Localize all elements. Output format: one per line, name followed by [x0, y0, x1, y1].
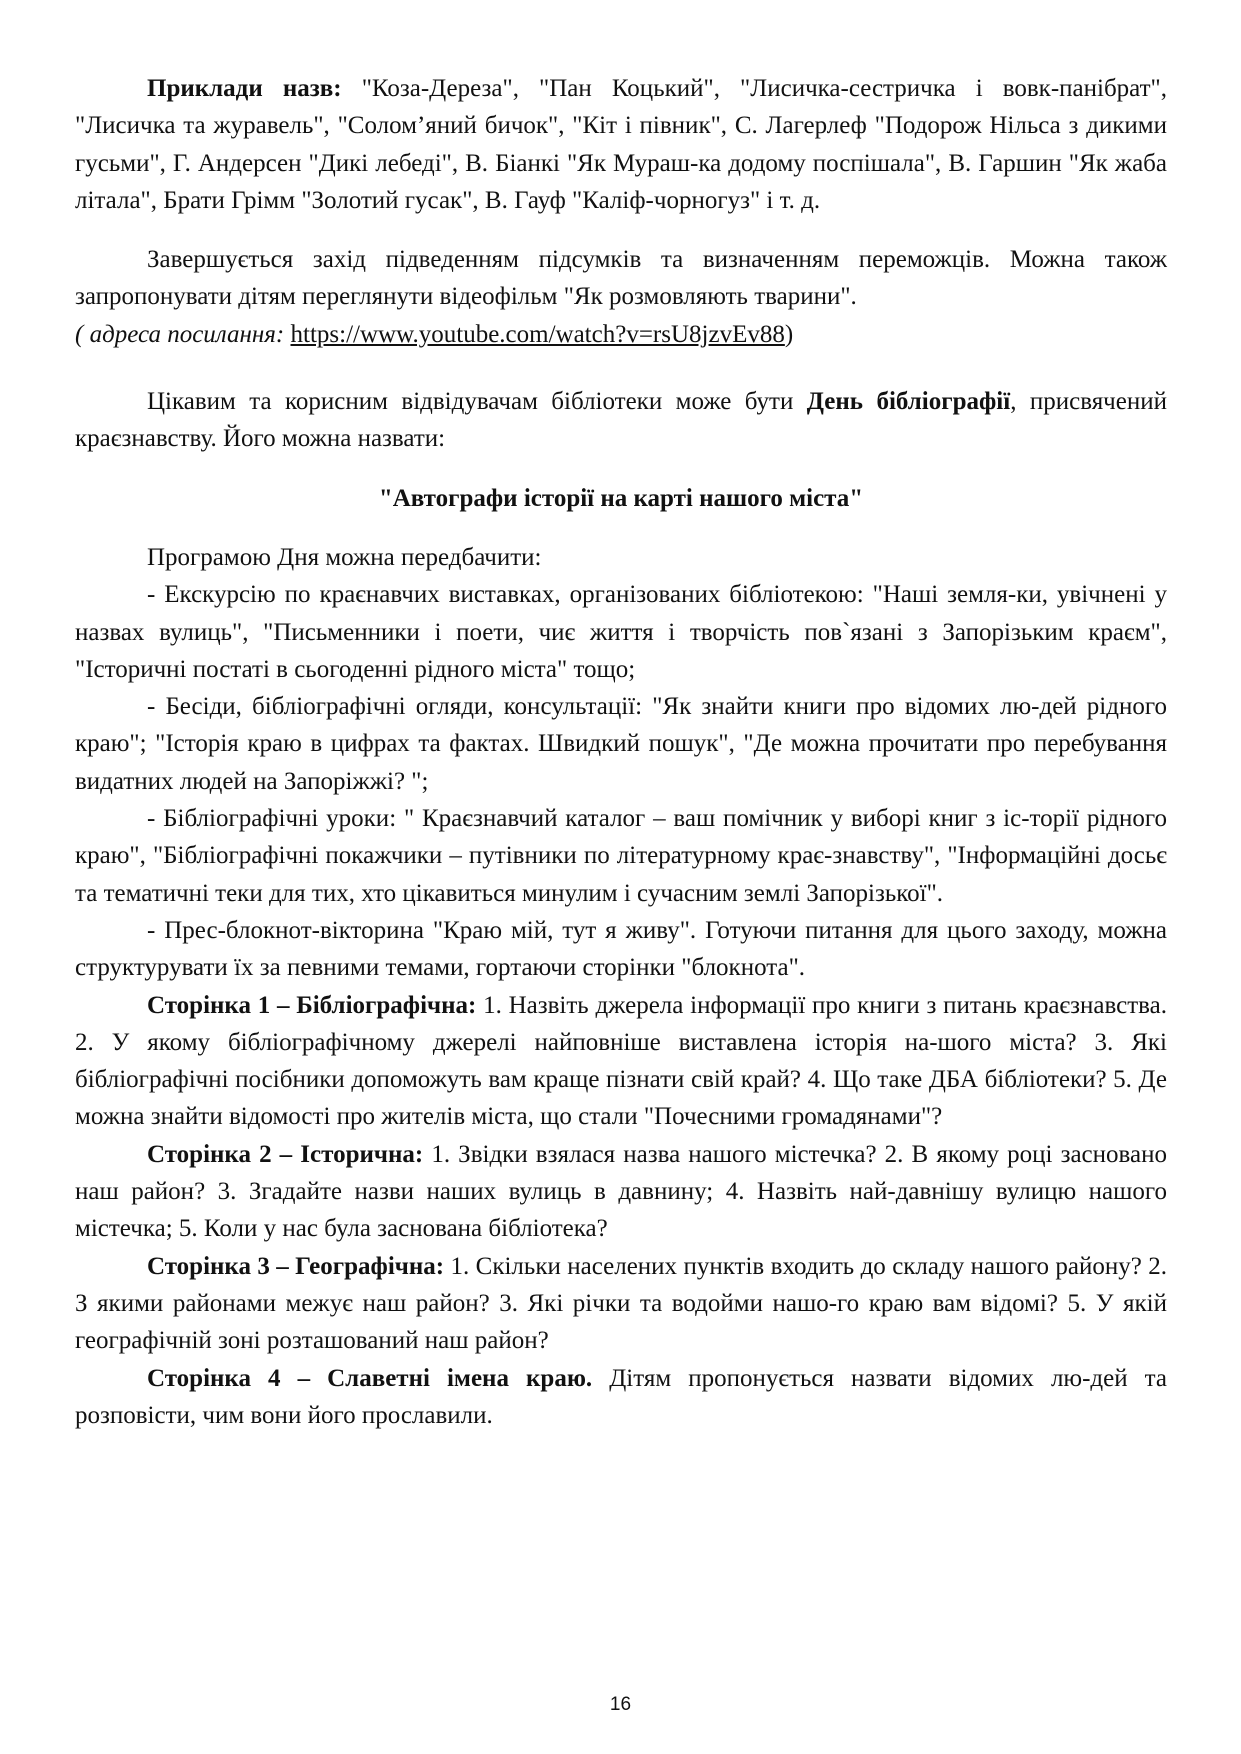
examples-text: "Коза-Дереза", "Пан Коцький", "Лисичка-сестричка і вовк-панібрат", "Лисичка та журавель", "Солом’яний бичок", "Кіт і півник", С. Лагерлеф "Подорож Нільса з дикими гусьми", Г. Андерсен "Дикі лебеді", В. Біанкі "Як Мураш-ка додому поспішала", В. Гаршин "Як жаба літала", Брати Грімм "Золотий гусак", В. Гауф "Каліф-чорногуз" і т. д. — [75, 75, 1168, 214]
bibliography-day-before: Цікавим та корисним відвідувачам бібліотеки може бути — [147, 388, 807, 416]
link-line — [75, 316, 1167, 353]
spacer — [75, 458, 1167, 480]
program-intro: Програмою Дня можна передбачити: — [147, 543, 542, 571]
notebook-page-text: Дітям пропонується назвати відомих лю-дей та розповісти, чим вони його прославили. — [75, 1364, 1167, 1429]
notebook-page-2 — [75, 1136, 1167, 1248]
program-item: - Бібліографічні уроки: " Краєзнавчий каталог – ваш помічник у виборі книг з іс-торії рідного краю", "Бібліографічні покажчики – путівники по літературному крає-знавству", "Інформаційні досьє та тематичні теки для тих, хто цікавиться минулим і сучасним землі Запорізької". — [75, 805, 1167, 907]
notebook-page-text: 1. Звідки взялася назва нашого містечка? 2. В якому році засновано наш район? 3. Згадайте назви наших вулиць в давнину; 4. Назвіть най-давнішу вулицю нашого містечка; 5. Коли у нас була заснована бібліотека? — [75, 1140, 1167, 1243]
notebook-page-1 — [75, 987, 1167, 1136]
link-close: ) — [784, 320, 794, 348]
notebook-page-label: Сторінка 2 – Історична: — [147, 1140, 424, 1168]
notebook-page-label: Сторінка 4 – Славетні імена краю. — [147, 1364, 593, 1392]
examples-label: Приклади назв: — [147, 75, 342, 102]
program-item: - Бесіди, бібліографічні огляди, консультації: "Як знайти книги про відомих лю-дей рідного краю"; "Історія краю в цифрах та фактах. Швидкий пошук", "Де можна прочитати про перебування видатних людей на Запоріжжі? "; — [75, 693, 1167, 795]
link-label: ( адреса посилання: — [75, 320, 285, 348]
bibliography-day-bold: День бібліографії — [806, 388, 1011, 416]
page-body — [75, 70, 1167, 1434]
spacer — [75, 517, 1167, 539]
program-item: - Прес-блокнот-вікторина "Краю мій, тут я живу". Готуючи питання для цього заходу, можна структурувати їх за певними темами, гортаючи сторінки "блокнота". — [75, 916, 1167, 982]
examples-paragraph — [75, 70, 1167, 219]
bibliography-day-after: , присвячений краєзнавству. Його можна назвати: — [75, 388, 1167, 453]
program-item: - Екскурсію по краєнавчих виставках, організованих бібліотекою: "Наші земля-ки, увічнені у назвах вулиць", "Письменники і поети, чиє життя і творчість пов`язані з Запорізьким краєм", "Історичні постаті в сьогоденні рідного міста" тощо; — [75, 581, 1167, 683]
notebook-page-text: 1. Скільки населених пунктів входить до складу нашого району? 2. З якими районами межує наш район? 3. Які річки та водойми нашо-го краю вам відомі? 5. У якій географічній зоні розташований наш район? — [75, 1252, 1167, 1355]
ending-paragraph — [75, 241, 1167, 316]
spacer — [75, 353, 1167, 383]
notebook-page-label: Сторінка 1 – Бібліографічна: — [147, 991, 477, 1019]
event-title — [75, 480, 1167, 517]
video-link[interactable]: https://www.youtube.com/watch?v=rsU8jzvEv88 — [290, 320, 785, 348]
bibliography-day-paragraph — [75, 383, 1167, 458]
event-title-text: "Автографи історії на карті нашого міста" — [378, 484, 864, 512]
ending-text: Завершується захід підведенням підсумків та визначенням переможців. Можна також запропонувати дітям переглянути відеофільм "Як розмовляють тварини". — [75, 246, 1167, 311]
notebook-page-label: Сторінка 3 – Географічна: — [147, 1252, 445, 1280]
notebook-page-3 — [75, 1248, 1167, 1360]
spacer — [75, 219, 1167, 241]
notebook-page-text: 1. Назвіть джерела інформації про книги з питань краєзнавства. 2. У якому бібліографічному джерелі найповніше виставлена історія на-шого міста? 3. Які бібліографічні посібники допоможуть вам краще пізнати свій край? 4. Що таке ДБА бібліотеки? 5. Де можна знайти відомості про жителів міста, що стали "Почесними громадянами"? — [75, 991, 1168, 1131]
page-number: 16 — [609, 1694, 632, 1715]
notebook-page-4 — [75, 1360, 1167, 1435]
